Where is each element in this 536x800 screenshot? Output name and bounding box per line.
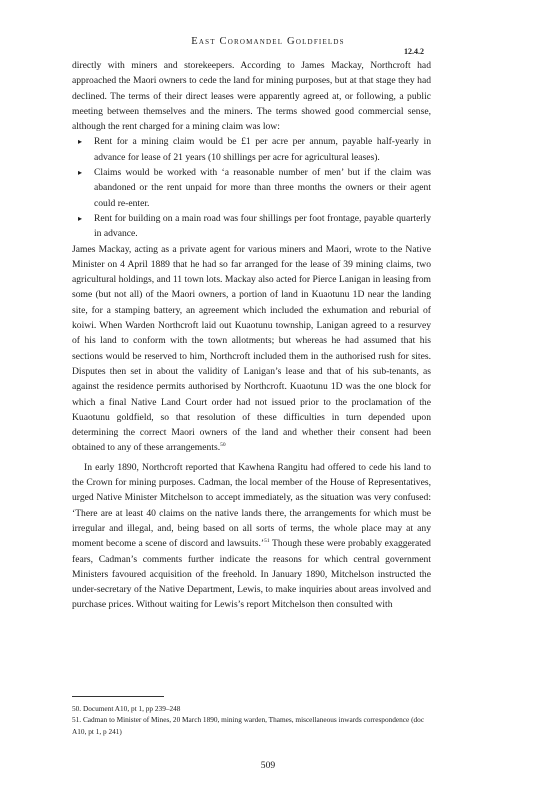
footnote-divider bbox=[72, 696, 164, 697]
paragraph-3 bbox=[72, 460, 431, 613]
paragraph-1: directly with miners and storekeepers. According to James Mackay, Northcroft had approached the Maori owners to cede the land for mining purposes, but at that stage they had declined. The terms of their direct leases were apparently agreed at, or following, a public meeting between themselves and the miners. The terms showed good commercial sense, although the rent charged for a mining claim was low: bbox=[72, 60, 431, 133]
triangle-bullet-icon: ▸ bbox=[78, 168, 83, 178]
bullet-text-3: Rent for building on a main road was four shillings per foot frontage, payable quarterly in advance. bbox=[94, 212, 431, 240]
footnotes bbox=[72, 703, 431, 737]
paragraph-2-text: James Mackay, acting as a private agent for various miners and Maori, wrote to the Native Minister on 4 April 1889 that he had so far arranged for the lease of 39 mining claims, two agricultural holdings, and 11 town lots. Mackay also acted for Pierce Lanigan in leasing from some (but not all) of the Maori owners, a portion of land in Kuaotunu 1D near the landing site, for a stamping battery, an agreement which included the exhumation and reburial of koiwi. When Warden Northcroft laid out Kuaotunu township, Lanigan agreed to a resurvey of his land to conform with the town allotments; but whereas he had assumed that his sections would be reserved to him, Northcroft included them in the authorised rush for sites. Disputes then set in about the validity of Lanigan’s lease and that of his sub-tenants, as against the residence permits authorised by Northcroft. Kuaotunu 1D was the one block for which a final Native Land Court order had not issued prior to the proclamation of the Kuaotunu goldfield, so that resolution of these difficulties in turn depended upon determining the correct Maori owners of the land and whether their consent had been obtained to any of these arrangements. bbox=[72, 243, 431, 454]
bullet-item-2 bbox=[72, 165, 431, 211]
footnote-50: 50. Document A10, pt 1, pp 239–248 bbox=[72, 704, 181, 713]
page-number: 509 bbox=[260, 760, 276, 771]
footnote-51: 51. Cadman to Minister of Mines, 20 March 1890, mining warden, Thames, miscellaneous inwards correspondence (doc A10, pt 1, p 241) bbox=[72, 715, 425, 736]
footnote-ref-51[interactable]: 51 bbox=[264, 538, 270, 545]
paragraph-3-text-b: Though these were probably exaggerated fears, Cadman’s comments further indicate the reasons for which central government Ministers favoured acquisition of the freehold. In January 1890, Mitchelson instructed the under-secretary of the Native Department, Lewis, to make inquiries about areas involved and purchase prices. Without waiting for Lewis’s report Mitchelson then consulted with bbox=[72, 538, 431, 611]
section-number: 12.4.2 bbox=[404, 47, 424, 56]
bullet-text-2: Claims would be worked with ‘a reasonable number of men’ but if the claim was abandoned or the rent unpaid for more than three months the owners or their agent could re-enter. bbox=[94, 167, 431, 209]
bullet-item-3 bbox=[72, 211, 431, 242]
paragraph-2 bbox=[72, 242, 431, 456]
triangle-bullet-icon: ▸ bbox=[78, 137, 83, 147]
triangle-bullet-icon: ▸ bbox=[78, 213, 83, 223]
bullet-text-1: Rent for a mining claim would be £1 per acre per annum, payable half-yearly in advance for lease of 21 years (10 shillings per acre for agricultural leases). bbox=[94, 136, 431, 163]
running-head: East Coromandel Goldfields bbox=[191, 36, 345, 47]
bullet-list bbox=[72, 134, 431, 241]
bullet-item-1 bbox=[72, 134, 431, 165]
body-text bbox=[72, 58, 431, 613]
footnote-ref-50[interactable]: 50 bbox=[220, 442, 226, 449]
paragraph-3-text-a: In early 1890, Northcroft reported that Kawhena Rangitu had offered to cede his land to the Crown for mining purposes. Cadman, the local member of the House of Representatives, urged Native Minister Mitchelson to accept immediately, as the situation was very confused: ‘There are at least 40 claims on the native lands there, the arrangements for which must be irregular and illegal, and, being based on all sorts of terms, the whole place may at any moment become a scene of discord and lawsuits.’ bbox=[72, 461, 431, 550]
